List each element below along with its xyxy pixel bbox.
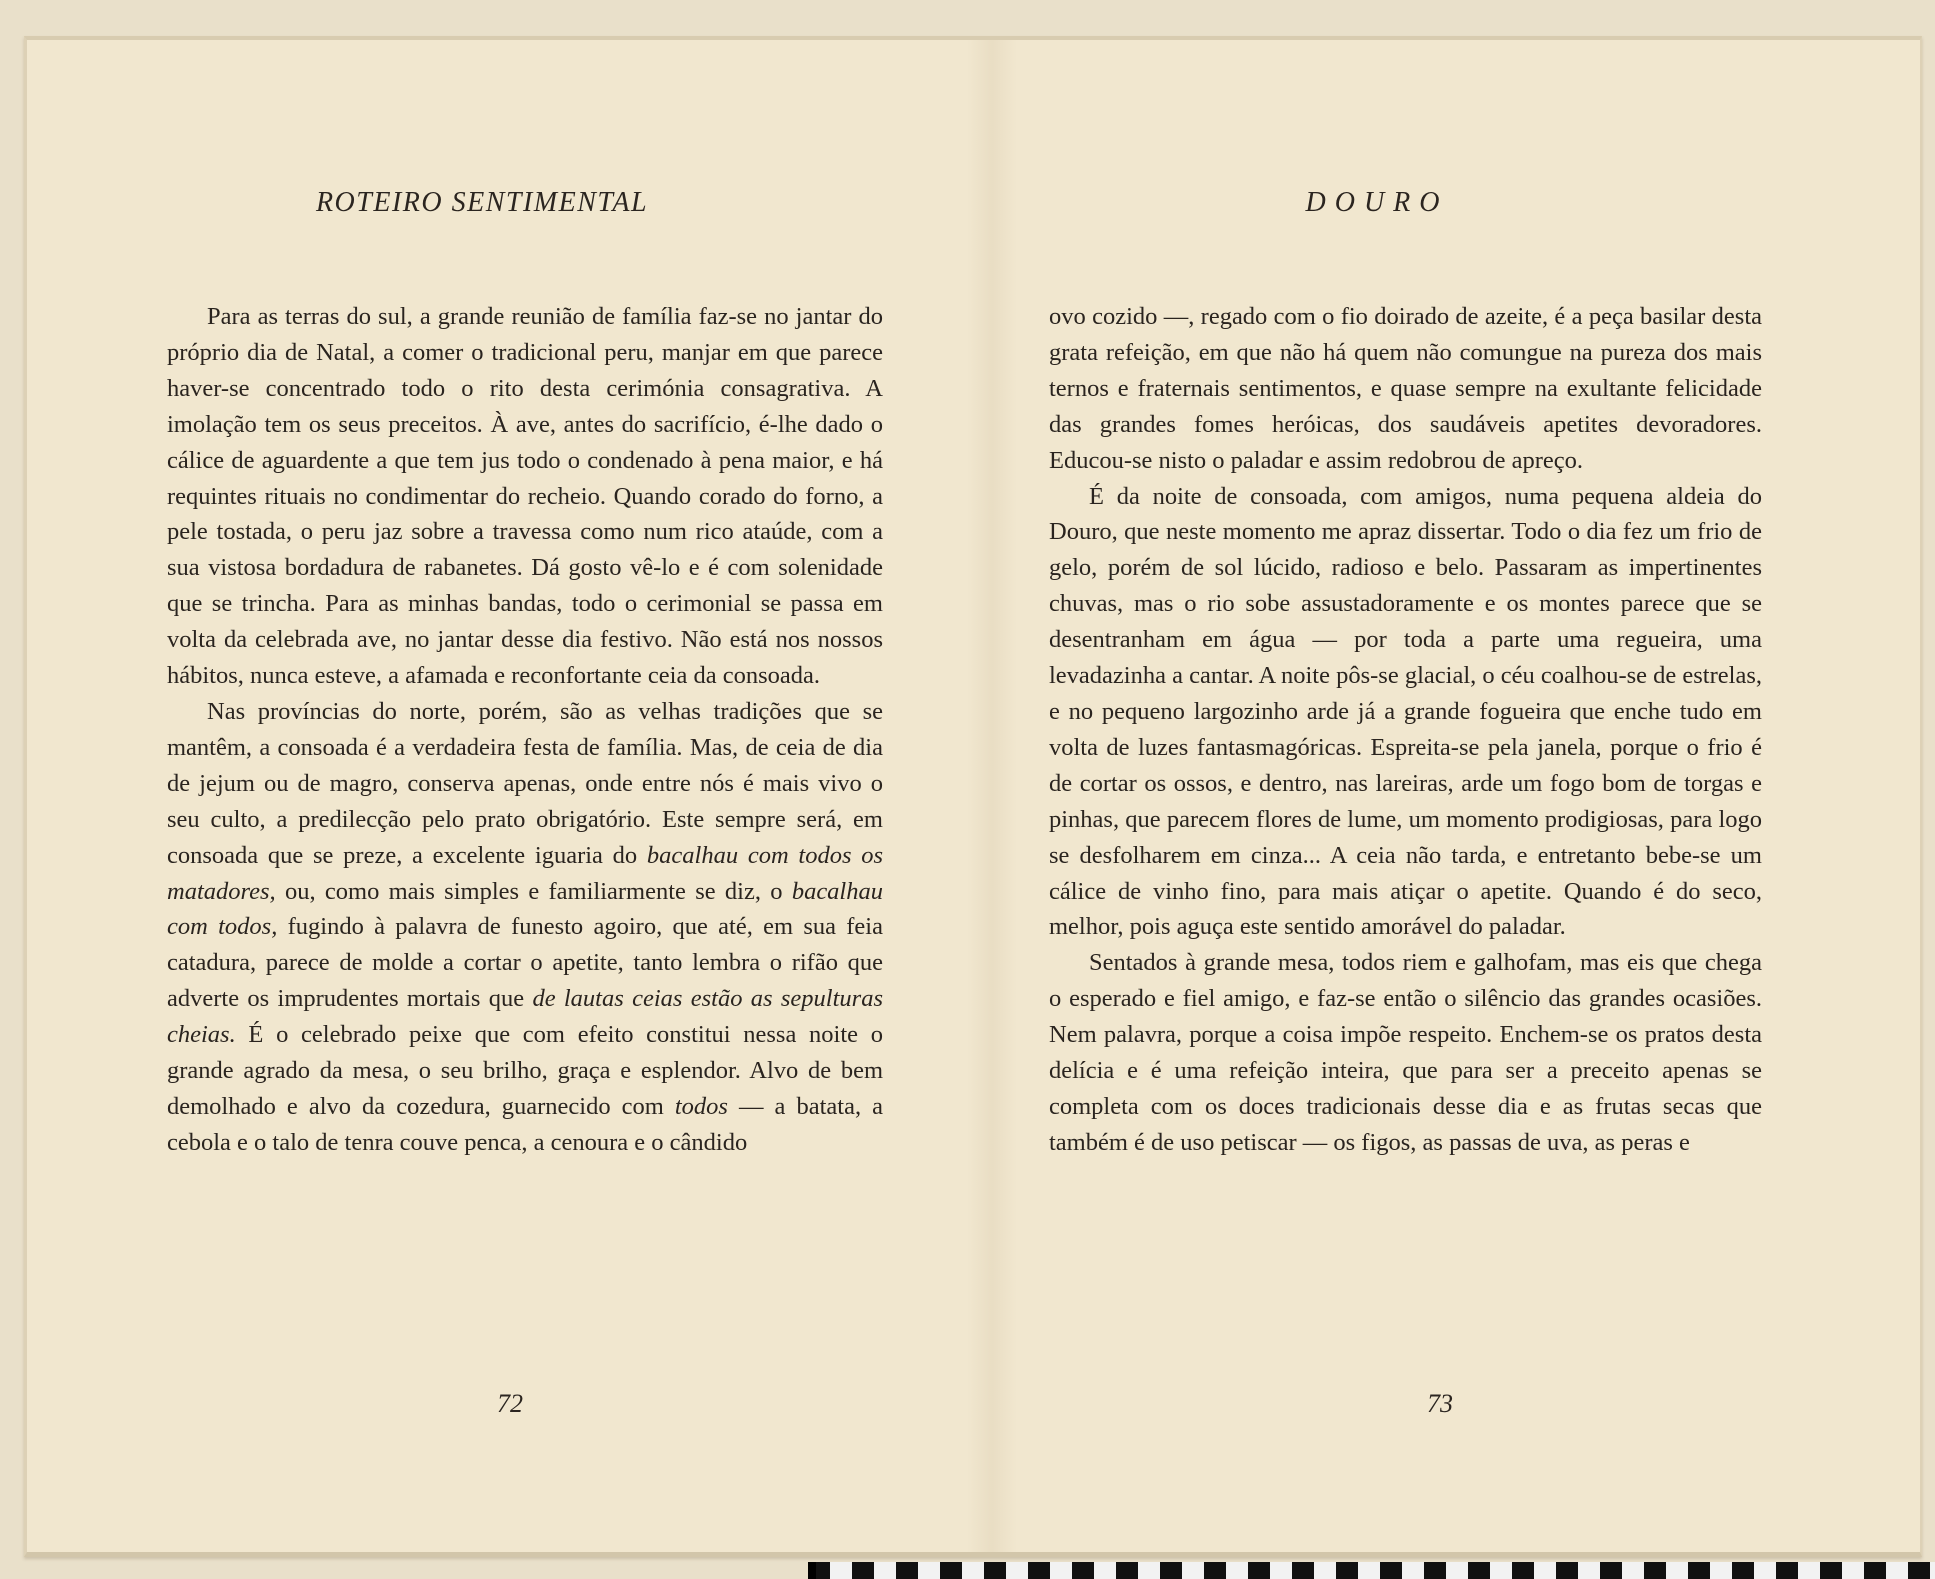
scale-ruler bbox=[808, 1562, 1935, 1579]
right-running-head: DOURO bbox=[1305, 187, 1449, 218]
p2-text-e: — a batata, a cebola e o talo de tenra couve penca, a cenoura e o cândido bbox=[167, 1092, 883, 1156]
right-paragraph-3: Sentados à grande mesa, todos riem e galhofam, mas eis que chega o esperado e fiel amigo, e faz-se então o silêncio das grandes ocasiões. Nem palavra, porque a coisa impõe respeito. Enchem-se os pratos desta delícia e é uma refeição inteira, que para ser a preceito apenas se completa com os doces tradicionais desse dia e as frutas secas que também é de uso petiscar — os figos, as passas de uva, as peras e bbox=[1049, 949, 1762, 1156]
right-page-number: 73 bbox=[1427, 1389, 1453, 1418]
p2-italic-4: todos bbox=[674, 1092, 728, 1120]
left-page-text bbox=[167, 299, 883, 1161]
p2-text-c: fugindo à palavra de funesto agoiro, que até, em sua feia catadura, parece de molde a cortar o apetite, tanto lembra o rifão que adverte os imprudentes mortais que bbox=[167, 913, 883, 1013]
left-paragraph-2 bbox=[167, 694, 883, 1161]
left-page-number: 72 bbox=[497, 1389, 523, 1418]
right-paragraph-2: É da noite de consoada, com amigos, numa pequena aldeia do Douro, que neste momento me apraz dissertar. Todo o dia fez um frio de gelo, porém de sol lúcido, radioso e belo. Passaram as impertinentes chuvas, mas o rio sobe assustadoramente e os montes parece que se desentranham em água — por toda a parte uma regueira, uma levadazinha a cantar. A noite pôs-se glacial, o céu coalhou-se de estrelas, e no pequeno largozinho arde já a grande fogueira que enche tudo em volta de luzes fantasmagóricas. Espreita-se pela janela, porque o frio é de cortar os ossos, e dentro, nas lareiras, arde um fogo bom de torgas e pinhas, que parecem flores de lume, um momento prodigiosas, para logo se desfolharem em cinza... A ceia não tarda, e entretanto bebe-se um cálice de vinho fino, para mais atiçar o apetite. Quando é do seco, melhor, pois aguça este sentido amorável do paladar. bbox=[1049, 482, 1762, 941]
book-spread bbox=[24, 36, 1922, 1557]
right-page-text bbox=[1049, 299, 1762, 1161]
p2-italic-1: bacalhau com todos os matadores, bbox=[167, 841, 884, 905]
p2-italic-3: de lautas ceias estão as sepulturas cheias. bbox=[167, 985, 883, 1049]
left-page bbox=[27, 40, 987, 1552]
left-paragraph-1: Para as terras do sul, a grande reunião de família faz-se no jantar do próprio dia de Natal, a comer o tradicional peru, manjar em que parece haver-se concentrado todo o rito desta cerimónia consagrativa. A imolação tem os seus preceitos. À ave, antes do sacrifício, é-lhe dado o cálice de aguardente a que tem jus todo o condenado à pena maior, e há requintes rituais no condimentar do recheio. Quando corado do forno, a pele tostada, o peru jaz sobre a travessa como num rico ataúde, com a sua vistosa bordadura de rabanetes. Dá gosto vê-lo e é com solenidade que se trincha. Para as minhas bandas, todo o cerimonial se passa em volta da celebrada ave, no jantar desse dia festivo. Não está nos nossos hábitos, nunca esteve, a afamada e reconfortante ceia da consoada. bbox=[167, 303, 883, 690]
right-paragraph-1: ovo cozido —, regado com o fio doirado de azeite, é a peça basilar desta grata refeição, em que não há quem não comungue na pureza dos mais ternos e fraternais sentimentos, e quase sempre na exultante felicidade das grandes fomes heróicas, dos saudáveis apetites devoradores. Educou-se nisto o paladar e assim redobrou de apreço. bbox=[1049, 303, 1762, 474]
right-page bbox=[987, 40, 1920, 1552]
p2-italic-2: bacalhau com todos, bbox=[167, 877, 883, 941]
left-running-head: ROTEIRO SENTIMENTAL bbox=[315, 187, 649, 218]
scale-ruler-start bbox=[808, 1562, 816, 1579]
p2-text-a: Nas províncias do norte, porém, são as velhas tradições que se mantêm, a consoada é a verdadeira festa de família. Mas, de ceia de dia de jejum ou de magro, conserva apenas, onde entre nós é mais vivo o seu culto, a predilecção pelo prato obrigatório. Este sempre será, em consoada que se preze, a excelente iguaria do bbox=[167, 697, 883, 869]
p2-text-b: ou, como mais simples e familiarmente se diz, o bbox=[275, 877, 792, 905]
p2-text-d: É o celebrado peixe que com efeito constitui nessa noite o grande agrado da mesa, o seu brilho, graça e esplendor. Alvo de bem demolhado e alvo da cozedura, guarnecido com bbox=[167, 1021, 883, 1120]
